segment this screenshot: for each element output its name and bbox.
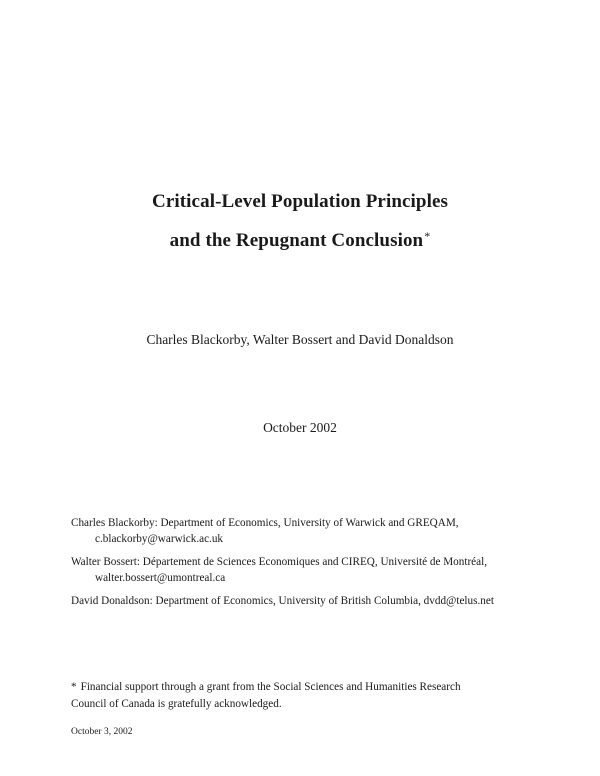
paper-title-line-2 [0,229,600,252]
author-list: Charles Blackorby, Walter Bossert and David Donaldson [146,332,454,347]
footnote-line-2: Council of Canada is gratefully acknowledged. [71,698,282,710]
affiliation-text: Walter Bossert: Département de Sciences Economiques and CIREQ, Université de Montréal, [71,556,488,568]
title-footnote-marker[interactable]: * [424,229,431,243]
paper-date: October 2002 [263,420,337,435]
print-date: October 3, 2002 [71,727,133,737]
footnote-text-1: Financial support through a grant from the Social Sciences and Humanities Research [80,681,461,693]
funding-footnote [71,679,531,713]
affiliation-text: Charles Blackorby: Department of Economics, University of Warwick and GREQAM, [71,517,459,529]
paper-title-line-1 [0,191,600,213]
affiliation-email: c.blackorby@warwick.ac.uk [95,533,224,545]
affiliation-blackorby [71,515,541,547]
affiliation-donaldson [71,593,541,609]
affiliation-bossert [71,554,541,586]
affiliation-email: walter.bossert@umontreal.ca [95,572,226,584]
footnote-marker: * [71,681,77,693]
title-text-line-1: Critical-Level Population Principles [152,191,448,212]
title-text-line-2: and the Repugnant Conclusion [169,230,424,251]
footnote-line-1 [71,679,531,696]
affiliation-text: David Donaldson: Department of Economics, University of British Columbia, dvdd@telus.net [71,595,494,607]
